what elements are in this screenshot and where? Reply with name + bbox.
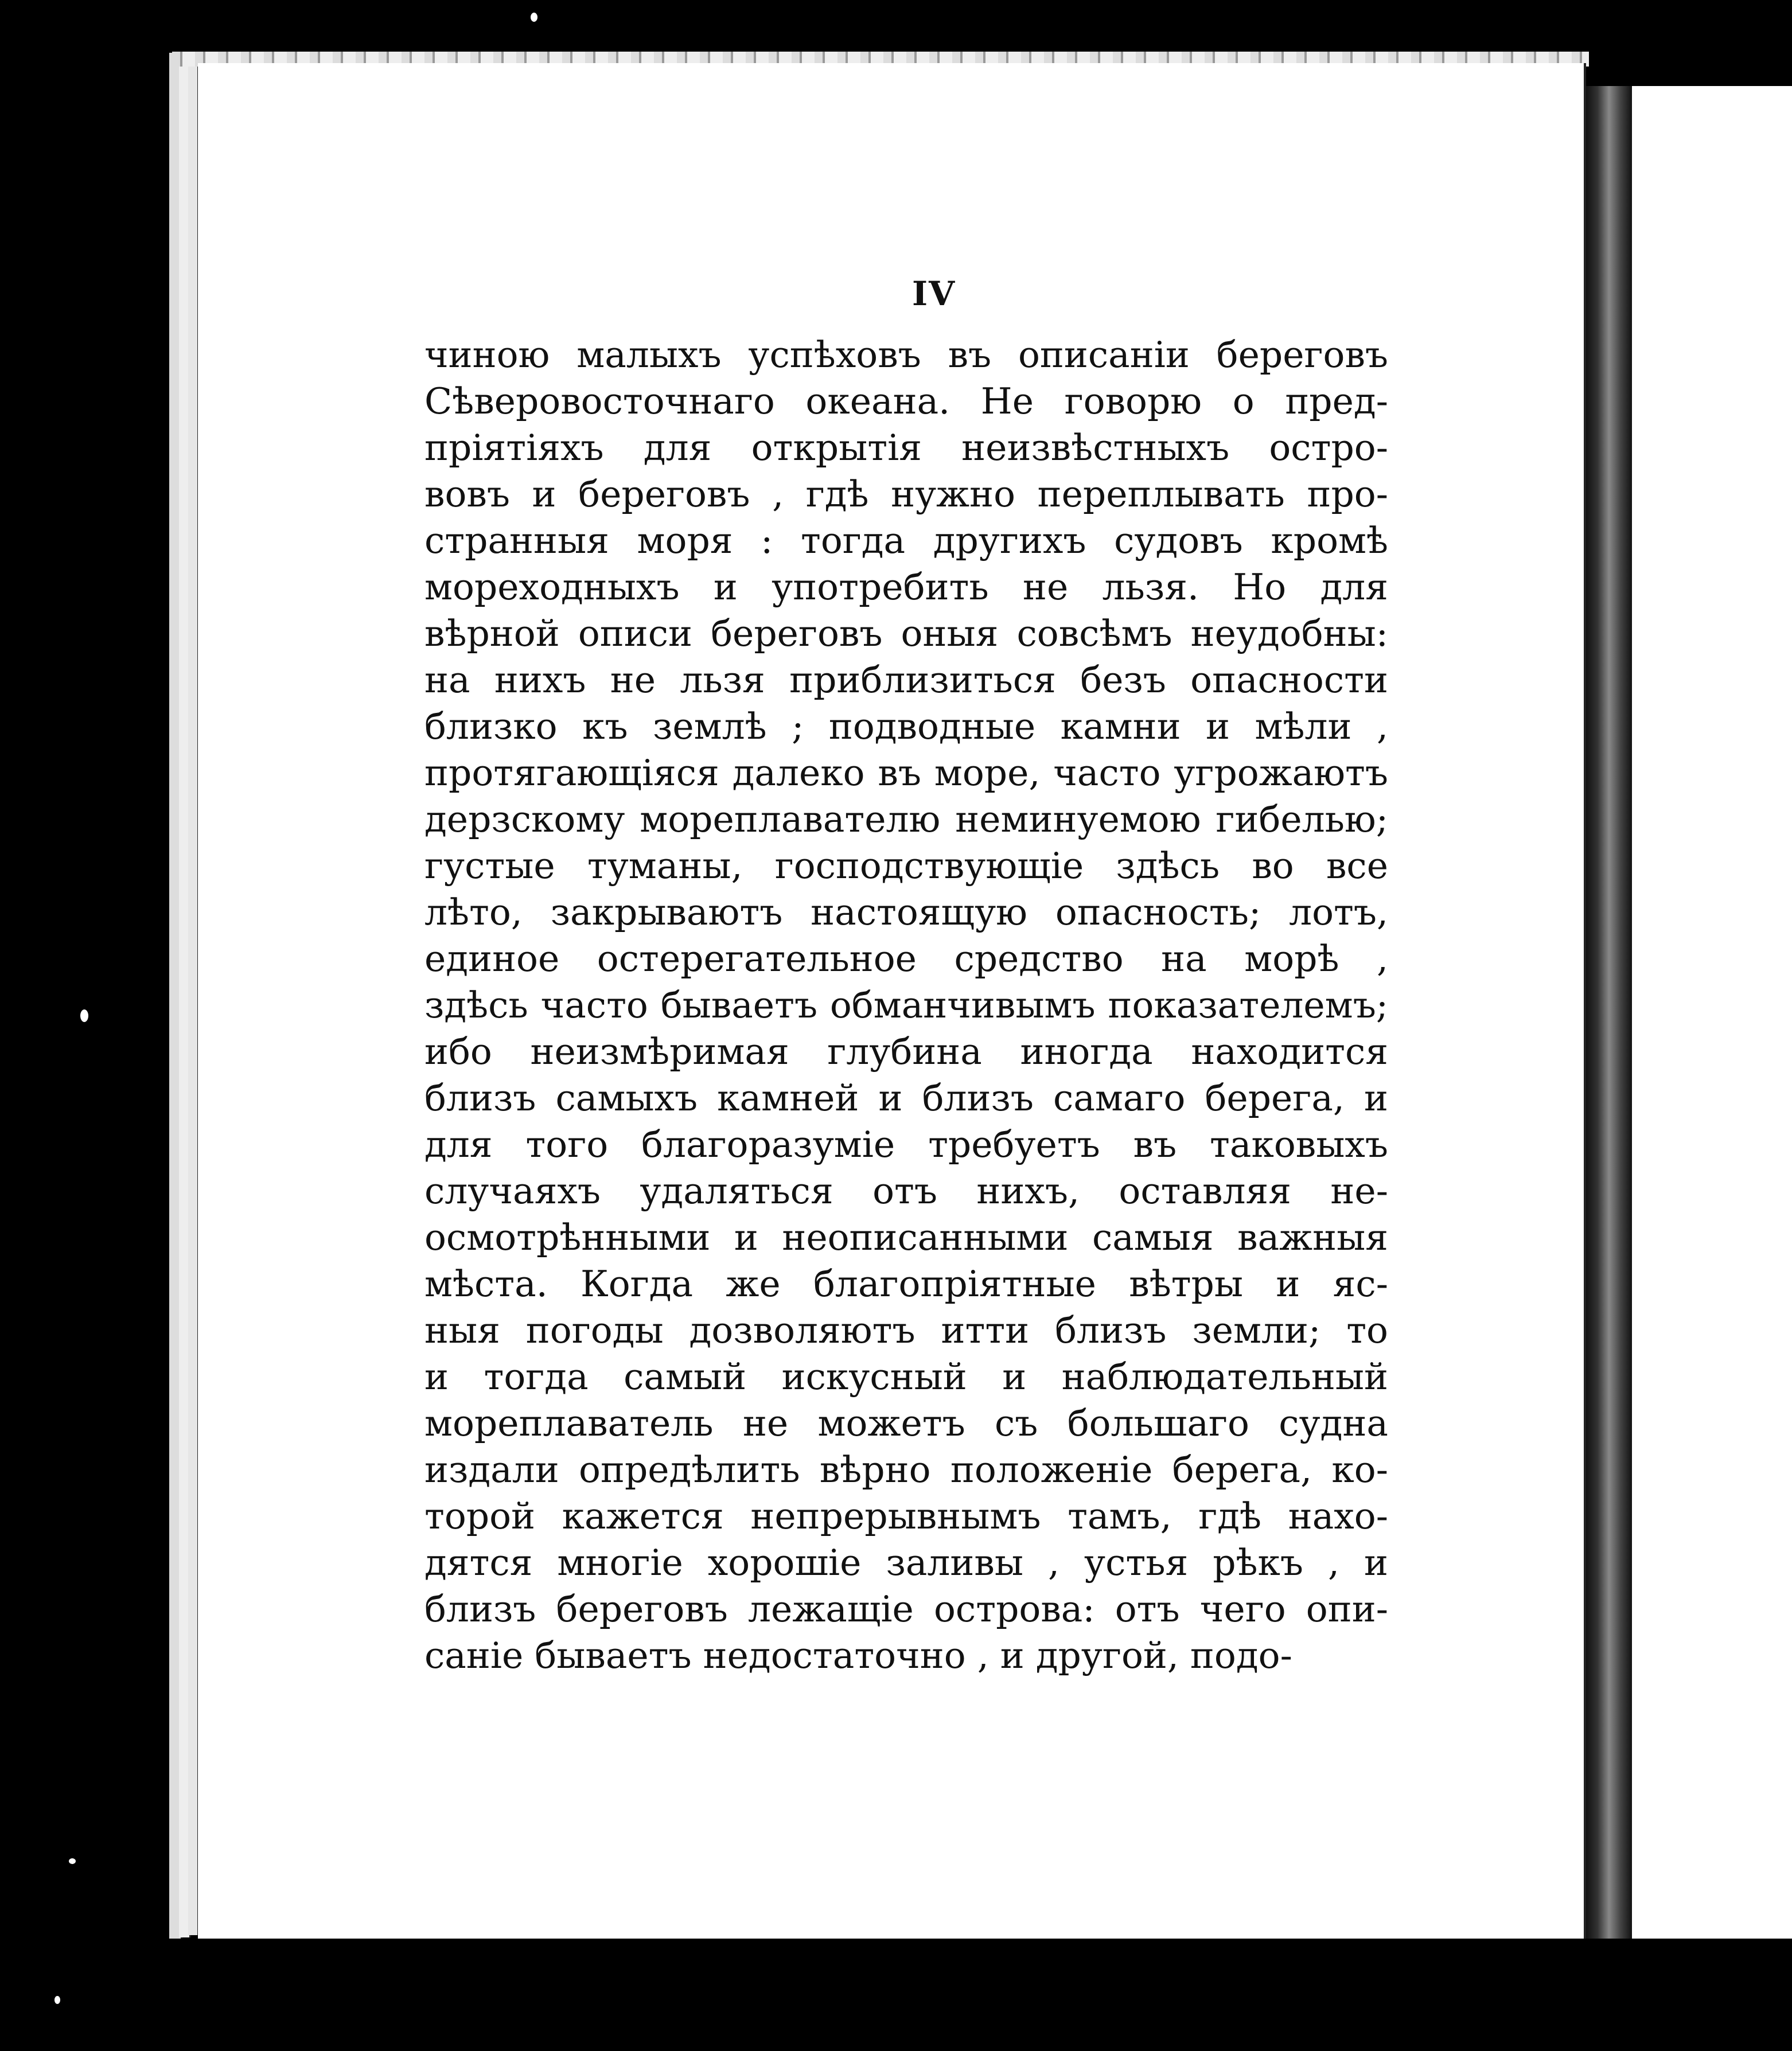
dust-speck (80, 1009, 88, 1022)
text-line: мѣста. Когда же благопріятные вѣтры и яс- (424, 1263, 1388, 1305)
text-line: мореплаватель не можетъ съ большаго судна (424, 1402, 1388, 1444)
dust-speck (69, 1858, 76, 1864)
body-text (424, 332, 1388, 1679)
text-line: осмотрѣнными и неописанными самыя важныя (424, 1216, 1388, 1258)
text-line: дятся многіе хорошіе заливы , устья рѣкъ , и (424, 1542, 1388, 1584)
page-number: IV (912, 274, 956, 313)
text-line: единое остерегательное средство на морѣ , (424, 938, 1388, 980)
text-line: пріятіяхъ для открытія неизвѣстныхъ остро- (424, 427, 1388, 469)
text-line: на нихъ не льзя приблизиться безъ опасности (424, 659, 1388, 701)
text-line: мореходныхъ и употребить не льзя. Но для (424, 566, 1388, 608)
text-line: близъ самыхъ камней и близъ самаго берега, и (424, 1077, 1388, 1119)
text-line: чиною малыхъ успѣховъ въ описаніи береговъ (424, 334, 1388, 376)
text-line: и тогда самый искусный и наблюдательный (424, 1356, 1388, 1398)
text-line: случаяхъ удаляться отъ нихъ, оставляя не- (424, 1170, 1388, 1212)
next-page-strip (1632, 86, 1792, 1939)
text-line: протягающіяся далеко въ море, часто угрожаютъ (424, 752, 1388, 794)
scan-background (126, 1939, 1792, 2051)
text-line: саніе бываетъ недостаточно , и другой, подо- (424, 1635, 1292, 1676)
text-line: близко къ землѣ ; подводные камни и мѣли , (424, 705, 1388, 747)
text-line: дерзскому мореплавателю неминуемою гибелью; (424, 798, 1388, 840)
book-gutter (1586, 86, 1632, 1939)
dust-speck (54, 1996, 60, 2004)
text-line: вовъ и береговъ , гдѣ нужно переплывать про- (424, 473, 1388, 515)
text-line: для того благоразуміе требуетъ въ таковыхъ (424, 1124, 1388, 1165)
text-line: ибо неизмѣримая глубина иногда находится (424, 1031, 1388, 1073)
text-line: густые туманы, господствующіе здѣсь во все (424, 845, 1388, 887)
text-line: торой кажется непрерывнымъ тамъ, гдѣ нахо- (424, 1495, 1388, 1537)
text-line: Сѣверовосточнаго океана. Не говорю о пред- (424, 380, 1388, 422)
text-line: лѣто, закрываютъ настоящую опасность; лотъ, (424, 891, 1388, 933)
text-line: вѣрной описи береговъ оныя совсѣмъ неудобны: (424, 613, 1388, 654)
text-line: издали опредѣлить вѣрно положеніе берега, ко- (424, 1449, 1388, 1491)
dust-speck (1744, 1397, 1750, 1402)
text-line: близъ береговъ лежащіе острова: отъ чего опи- (424, 1588, 1388, 1630)
text-line: ныя погоды дозволяютъ итти близъ земли; то (424, 1309, 1388, 1351)
dust-speck (1709, 502, 1714, 508)
text-line: здѣсь часто бываетъ обманчивымъ показателемъ; (424, 984, 1388, 1026)
text-line: странныя моря : тогда другихъ судовъ кромѣ (424, 520, 1388, 562)
dust-speck (531, 13, 537, 22)
